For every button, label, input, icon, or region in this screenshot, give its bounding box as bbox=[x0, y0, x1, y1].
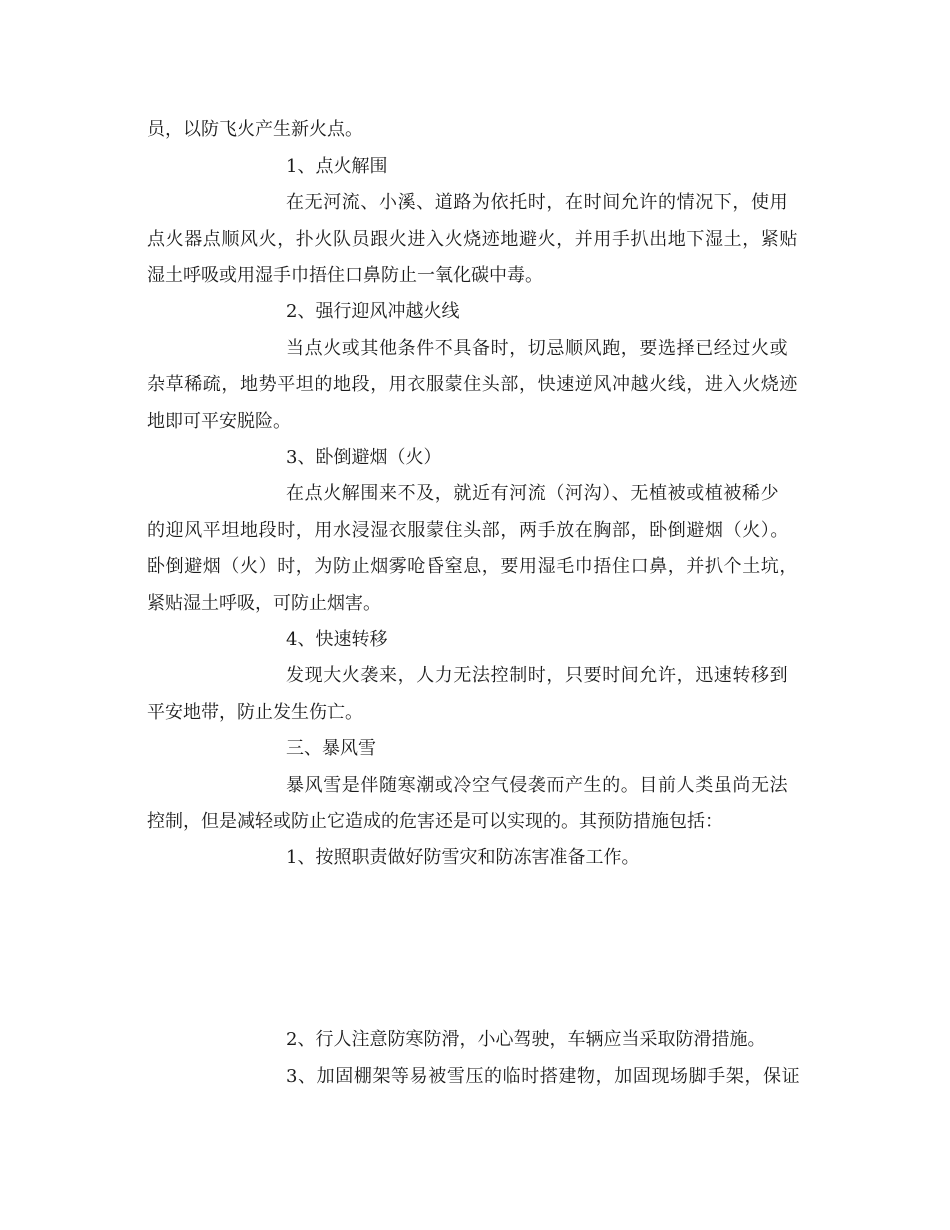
section-heading: 3、卧倒避烟（火） bbox=[286, 447, 442, 468]
text-line: 当点火或其他条件不具备时，切忌顺风跑，要选择已经过火或 bbox=[286, 338, 789, 359]
text-line: 发现大火袭来，人力无法控制时，只要时间允许，迅速转移到 bbox=[286, 665, 789, 686]
text-line: 在无河流、小溪、道路为依托时，在时间允许的情况下，使用 bbox=[286, 192, 789, 213]
text-line: 员，以防飞火产生新火点。 bbox=[147, 119, 363, 140]
text-line: 的迎风平坦地段时，用水浸湿衣服蒙住头部，两手放在胸部，卧倒避烟（火）。 bbox=[147, 520, 789, 541]
section-heading: 三、暴风雪 bbox=[286, 738, 376, 759]
text-line: 点火器点顺风火，扑火队员跟火进入火烧迹地避火，并用手扒出地下湿土，紧贴 bbox=[147, 229, 798, 250]
text-line: 暴风雪是伴随寒潮或冷空气侵袭而产生的。目前人类虽尚无法 bbox=[286, 775, 789, 796]
text-line: 控制，但是减轻或防止它造成的危害还是可以实现的。其预防措施包括： bbox=[147, 811, 723, 832]
section-heading: 1、点火解围 bbox=[286, 156, 388, 177]
text-line: 平安地带，防止发生伤亡。 bbox=[147, 702, 363, 723]
text-line: 杂草稀疏，地势平坦的地段，用衣服蒙住头部，快速逆风冲越火线，进入火烧迹 bbox=[147, 374, 798, 395]
section-heading: 4、快速转移 bbox=[286, 629, 388, 650]
text-line: 湿土呼吸或用湿手巾捂住口鼻防止一氧化碳中毒。 bbox=[147, 265, 543, 286]
list-item: 1、按照职责做好防雪灾和防冻害准备工作。 bbox=[286, 847, 640, 868]
text-line: 卧倒避烟（火）时，为防止烟雾呛昏窒息，要用湿毛巾捂住口鼻，并扒个土坑， bbox=[147, 556, 798, 577]
section-heading: 2、强行迎风冲越火线 bbox=[286, 301, 460, 322]
list-item: 3、加固棚架等易被雪压的临时搭建物，加固现场脚手架，保证 bbox=[286, 1066, 801, 1087]
text-line: 紧贴湿土呼吸，可防止烟害。 bbox=[147, 593, 381, 614]
text-line: 在点火解围来不及，就近有河流（河沟）、无植被或植被稀少 bbox=[286, 483, 780, 504]
list-item: 2、行人注意防寒防滑，小心驾驶，车辆应当采取防滑措施。 bbox=[286, 1029, 766, 1050]
text-line: 地即可平安脱险。 bbox=[147, 411, 291, 432]
